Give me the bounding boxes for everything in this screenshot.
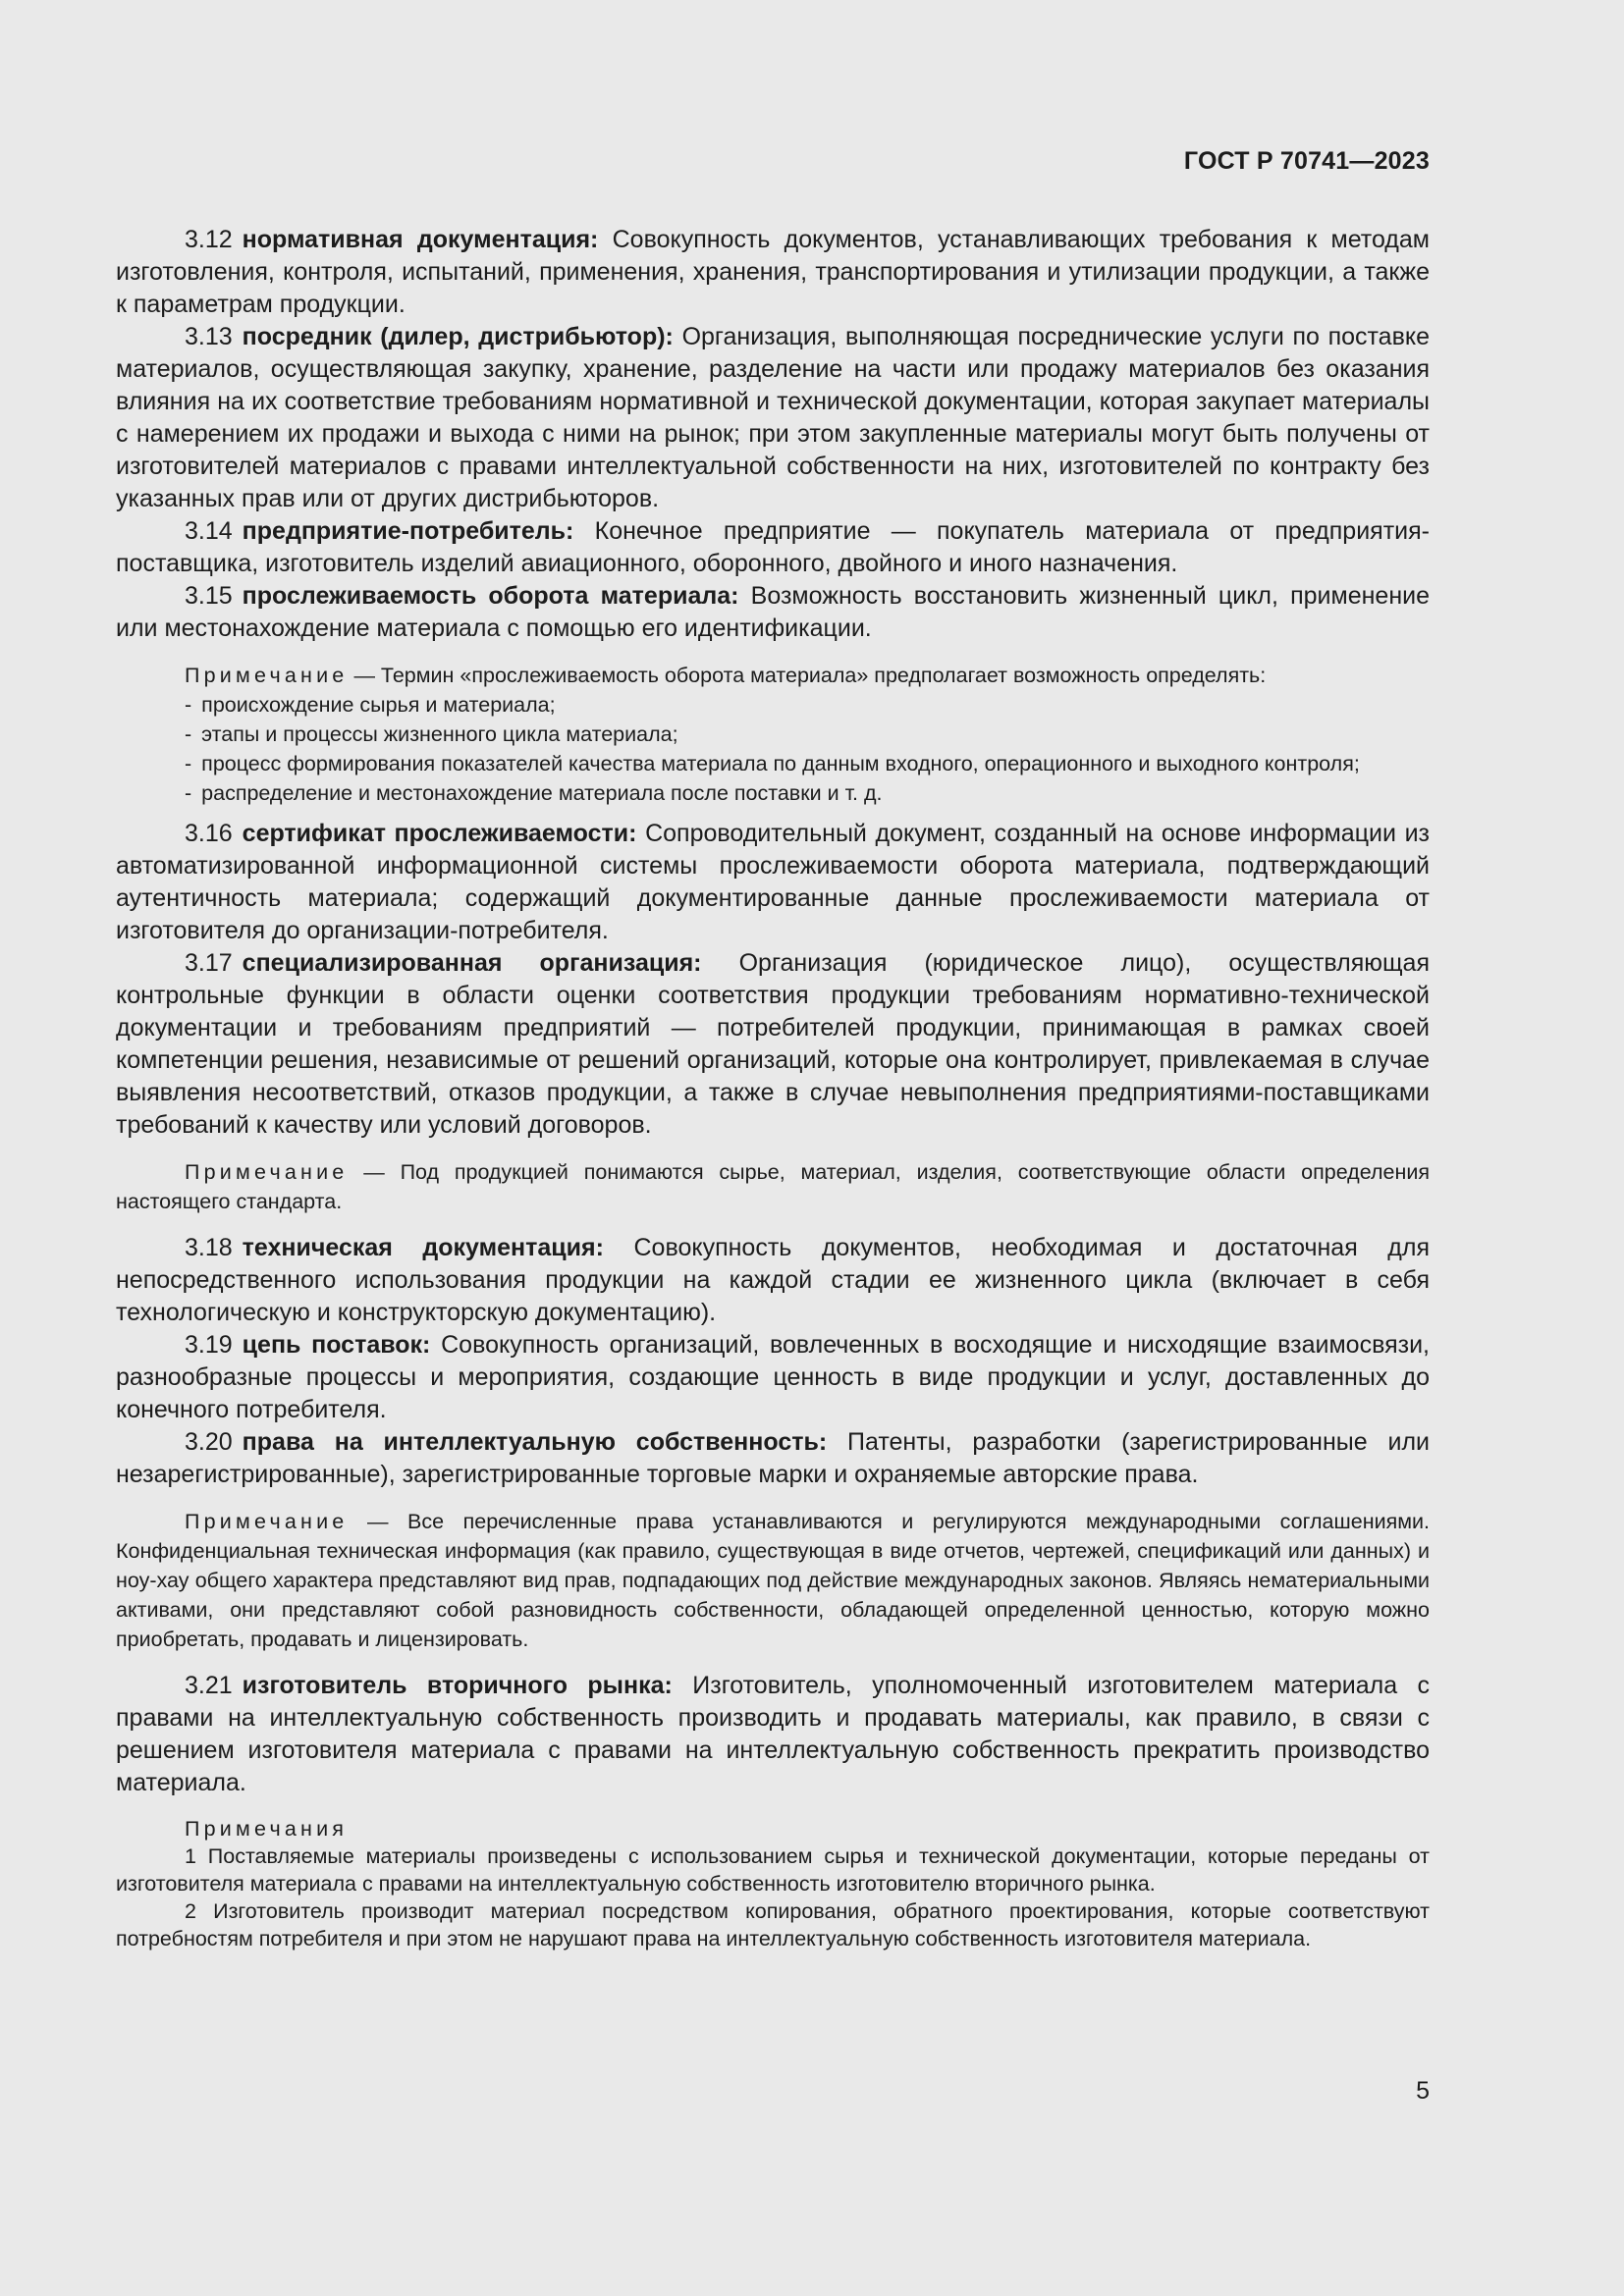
document-header: ГОСТ Р 70741—2023 [1183,147,1430,175]
term-3-18: 3.18 техническая документация: Совокупность документов, необходимая и достаточная для непосредственного использования продукции на каждой стадии ее жизненного цикла (включает в себя технологическую и конструкторскую документацию). [116,1234,1430,1326]
term-3-15: 3.15 прослеживаемость оборота материала: Возможность восстановить жизненный цикл, применение или местонахождение материала с помощью его идентификации. [116,582,1431,642]
term-3-17: 3.17 специализированная организация: Организация (юридическое лицо), осуществляющая контрольные функции в области оценки соответствия продукции требованиям нормативно-технической документации и требованиям предприятий — потребителей продукции, принимающая в рамках своей компетенции решения, независимые от решений организаций, которые она контролирует, привлекаемая в случае выявления несоответствий, отказов продукции, а также в случае невыполнения предприятиями-поставщиками требований к качеству или условий договоров. [116,949,1430,1139]
numbered-note: 2 Изготовитель производит материал посредством копирования, обратного проектирования, которые соответствуют потребностям потребителя и при этом не нарушают права на интеллектуальную собственность изготовителя материала. [116,1899,1430,1950]
document-body [116,224,1430,1962]
term-3-14: 3.14 предприятие-потребитель: Конечное предприятие — покупатель материала от предприятия-поставщика, изготовитель изделий авиационного, оборонного, двойного и иного назначения. [116,517,1430,577]
note-bullet: - происхождение сырья и материала; [185,693,556,717]
term-3-16: 3.16 сертификат прослеживаемости: Сопроводительный документ, созданный на основе информации из автоматизированной информационной системы прослеживаемости оборота материала, подтверждающий аутентичность материала; содержащий документированные данные прослеживаемости материала от изготовителя до организации-потребителя. [116,820,1430,944]
note-label: Примечание [185,1510,349,1533]
term-3-21: 3.21 изготовитель вторичного рынка: Изготовитель, уполномоченный изготовителем материала с правами на интеллектуальную собственность производить и продавать материалы, как правило, в связи с решением изготовителя материала с правами на интеллектуальную собственность прекратить производство материала. [116,1672,1431,1796]
note-3-21 [116,1815,1430,1952]
term-3-19: 3.19 цепь поставок: Совокупность организаций, вовлеченных в восходящие и нисходящие взаимосвязи, разнообразные процессы и мероприятия, создающие ценность в виде продукции и услуг, доставленных до конечного потребителя. [116,1331,1430,1423]
page-number: 5 [1416,2077,1430,2105]
notes-label: Примечания [185,1817,349,1841]
note-bullet: - распределение и местонахождение материала после поставки и т. д. [185,781,883,805]
note-label: Примечание [185,1160,349,1184]
note-3-17: Примечание — Под продукцией понимаются сырье, материал, изделия, соответствующие области определения настоящего стандарта. [116,1160,1430,1213]
numbered-note: 1 Поставляемые материалы произведены с использованием сырья и технической документации, которые переданы от изготовителя материала с правами на интеллектуальную собственность изготовителю вторичного рынка. [116,1844,1430,1896]
term-3-12: 3.12 нормативная документация: Совокупность документов, устанавливающих требования к методам изготовления, контроля, испытаний, применения, хранения, транспортирования и утилизации продукции, а также к параметрам продукции. [116,226,1430,318]
term-3-13: 3.13 посредник (дилер, дистрибьютор): Организация, выполняющая посреднические услуги по поставке материалов, осуществляющая закупку, хранение, разделение на части или продажу материалов без оказания влияния на их соответствие требованиям нормативной и технической документации, которая закупает материалы с намерением их продажи и выхода с ними на рынок; при этом закупленные материалы могут быть получены от изготовителей материалов с правами интеллектуальной собственности на них, изготовителей по контракту без указанных прав или от других дистрибьюторов. [116,323,1430,512]
term-3-20: 3.20 права на интеллектуальную собственность: Патенты, разработки (зарегистрированные или незарегистрированные), зарегистрированные торговые марки и охраняемые авторские права. [116,1428,1431,1488]
note-bullet: - процесс формирования показателей качества материала по данным входного, операционного и выходного контроля; [185,752,1360,775]
note-label: Примечание [185,664,349,687]
note-3-20: Примечание — Все перечисленные права устанавливаются и регулируются международными соглашениями. Конфиденциальная техническая информация (как правило, существующая в виде отчетов, чертежей, спецификаций или данных) и ноу-хау общего характера представляют вид прав, подпадающих под действие международных законов. Являясь нематериальными активами, они представляют собой разновидность собственности, обладающей определенной ценностью, которую можно приобретать, продавать и лицензировать. [116,1510,1431,1651]
note-3-15: Примечание — Термин «прослеживаемость оборота материала» предполагает возможность определять: - происхождение сырья и материала; - этапы и процессы жизненного цикла материала; - процесс формирования показателей качества материала по данным входного, операционного и выходного контроля; - распределение и местонахождение материала после поставки и т. д. [116,661,1430,808]
note-bullet: - этапы и процессы жизненного цикла материала; [185,722,678,746]
